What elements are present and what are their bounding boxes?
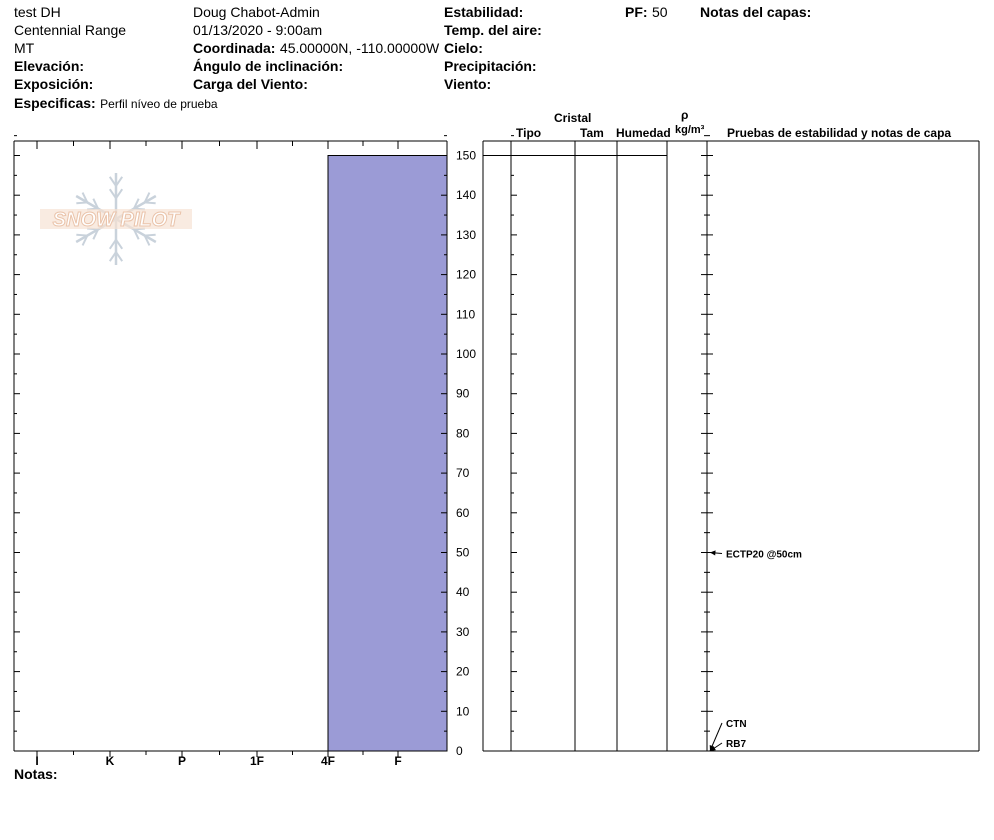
- observer-name: Doug Chabot-Admin: [193, 4, 320, 20]
- coordinate-label: Coordinada:: [193, 40, 276, 56]
- stability-label: Estabilidad:: [444, 4, 524, 20]
- air-temp-label: Temp. del aire:: [444, 22, 542, 38]
- table-tick-marks: [511, 136, 713, 751]
- x-tick-label-1F: 1F: [249, 754, 265, 768]
- layer-notes-label: Notas del capas:: [700, 4, 812, 20]
- hardness-layer-bar: [328, 156, 447, 752]
- aspect-label: Exposición:: [14, 76, 94, 92]
- y-tick-label-40: 40: [456, 585, 470, 600]
- elevation-label: Elevación:: [14, 58, 85, 74]
- humidity-header: Humedad: [616, 126, 671, 140]
- pf-label: PF:: [625, 4, 648, 20]
- y-tick-label-20: 20: [456, 664, 470, 679]
- y-tick-label-140: 140: [456, 188, 477, 203]
- x-tick-label-I: I: [35, 754, 39, 768]
- coordinate-value: 45.00000N, -110.00000W: [279, 40, 440, 56]
- y-tick-label-110: 110: [456, 307, 476, 322]
- y-tick-label-30: 30: [456, 624, 470, 639]
- y-tick-label-130: 130: [456, 227, 477, 242]
- layer-table: [483, 136, 979, 751]
- flake-branch: [145, 202, 156, 203]
- type-header: Tipo: [516, 126, 542, 140]
- size-header: Tam: [580, 126, 604, 140]
- precip-label: Precipitación:: [444, 58, 537, 74]
- test-label: CTN: [726, 719, 747, 730]
- density-unit-header: kg/m³: [675, 124, 705, 136]
- flake-branch: [145, 235, 156, 236]
- range-name: Centennial Range: [14, 22, 127, 38]
- y-tick-label-10: 10: [456, 704, 470, 719]
- x-tick-label-F: F: [394, 754, 402, 768]
- y-tick-label-120: 120: [456, 267, 477, 282]
- tests-header: Pruebas de estabilidad y notas de capa: [727, 126, 952, 140]
- x-tick-label-P: P: [177, 754, 187, 768]
- state-name: MT: [14, 40, 35, 56]
- y-tick-label-100: 100: [456, 347, 477, 361]
- sky-label: Cielo:: [444, 40, 483, 56]
- crystal-header: Cristal: [554, 111, 592, 125]
- specifics-label: Especificas:: [14, 95, 96, 111]
- observation-datetime: 01/13/2020 - 9:00am: [193, 22, 323, 38]
- snowpilot-logo: [40, 173, 192, 265]
- slope-label: Ángulo de inclinación:: [193, 58, 344, 74]
- x-tick-label-4F: 4F: [320, 754, 336, 768]
- flake-branch: [76, 202, 87, 203]
- wind-label: Viento:: [444, 76, 492, 92]
- specifics-value: Perfil níveo de prueba: [100, 97, 218, 111]
- arrow-head: [710, 550, 716, 555]
- test-label: ECTP20 @50cm: [726, 549, 802, 561]
- y-tick-label-50: 50: [456, 545, 470, 560]
- location-name: test DH: [14, 4, 61, 20]
- y-tick-label-80: 80: [456, 426, 470, 441]
- y-tick-label-90: 90: [456, 386, 470, 401]
- y-tick-label-70: 70: [456, 466, 470, 481]
- rho-header: ρ: [681, 108, 689, 122]
- logo-text: SNOW PILOT: [52, 209, 180, 231]
- wind-load-label: Carga del Viento:: [193, 76, 308, 92]
- y-tick-label-60: 60: [456, 505, 470, 520]
- notes-label: Notas:: [14, 766, 58, 782]
- x-tick-label-K: K: [105, 754, 115, 768]
- y-tick-label-0: 0: [456, 744, 463, 758]
- y-tick-label-150: 150: [456, 148, 477, 163]
- flake-branch: [76, 235, 87, 236]
- pf-value: 50: [652, 4, 668, 20]
- test-label: RB7: [726, 739, 747, 750]
- stability-tests: [710, 550, 802, 752]
